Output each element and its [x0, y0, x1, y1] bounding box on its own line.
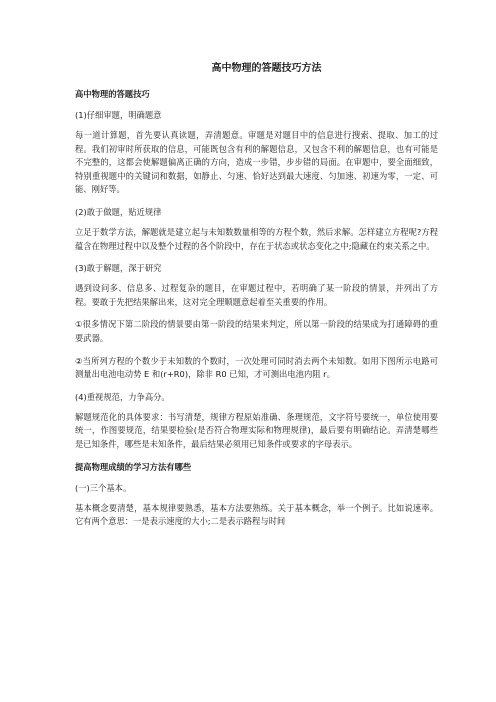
subheading-standards: (4)重视规范，力争高分。: [75, 391, 170, 402]
paragraph-deep-research: 遇到设问多、信息多、过程复杂的题目，在审题过程中，若明确了某一阶段的情景，并列出了方程。要敢于先把结果解出来，这对完全理顺题意起着至关重要的作用。: [75, 283, 438, 307]
section-heading-study-methods: 提高物理成绩的学习方法有哪些: [75, 461, 192, 472]
paragraph-point-one: ①很多情况下第二阶段的情景要由第一阶段的结果来判定，所以第一阶段的结果成为打通障碍的重要武器。: [75, 319, 438, 343]
paragraph-point-two: ②当所列方程的个数少于未知数的个数时，一次处理可同时消去两个未知数。如用下图所示电路可测量出电池电动势 E 和(r+R0)，除非 R0 已知，才可测出电池内阻 r。: [75, 355, 438, 380]
subheading-three-basics: (一)三个基本。: [75, 482, 132, 493]
paragraph-read-carefully: 每一道计算题，首先要认真读题，弄清题意。审题是对题目中的信息进行搜索、提取、加工的过程。我们初审时所获取的信息，可能既包含有利的解题信息，又包含不利的解题信息，也有可能是不完整的，这都会使解题偏离正确的方向，造成一步错，步步错的局面。在审题中，要全面细致，特别重视题中的关键词和数据，如静止、匀速、恰好达到最大速度、匀加速、初速为零，一定、可能、刚好等。: [75, 130, 438, 195]
paragraph-dare-to-solve: 立足于数学方法，解题就是建立起与未知数数量相等的方程个数，然后求解。怎样建立方程呢?方程蕴含在物理过程中以及整个过程的各个阶段中，存在于状态或状态变化之中;隐藏在约束关系之中。: [75, 226, 438, 251]
section-heading-answer-techniques: 高中物理的答题技巧: [75, 89, 150, 99]
subheading-dare-to-solve: (2)敢于做题，贴近规律: [75, 206, 162, 217]
document-title: 高中物理的答题技巧方法: [211, 63, 322, 74]
paragraph-standards: 解题规范化的具体要求：书写清楚，规律方程原始准确、条理规范，文字符号要统一，单位使用要统一，作图要规范，结果要检验(是否符合物理实际和物理规律)，最后要有明确结论。弄清楚哪些是已知条件，哪些是未知条件，最后结果必须用已知条件或要求的字母表示。: [75, 411, 438, 449]
subheading-deep-research: (3)敢于解题，深于研究: [75, 263, 162, 274]
paragraph-three-basics: 基本概念要清楚，基本规律要熟悉，基本方法要熟练。关于基本概念，举一个例子。比如说速率。它有两个意思：一是表示速度的大小;二是表示路程与时间: [75, 502, 438, 527]
subheading-read-carefully: (1)仔细审题，明确题意: [75, 110, 162, 120]
